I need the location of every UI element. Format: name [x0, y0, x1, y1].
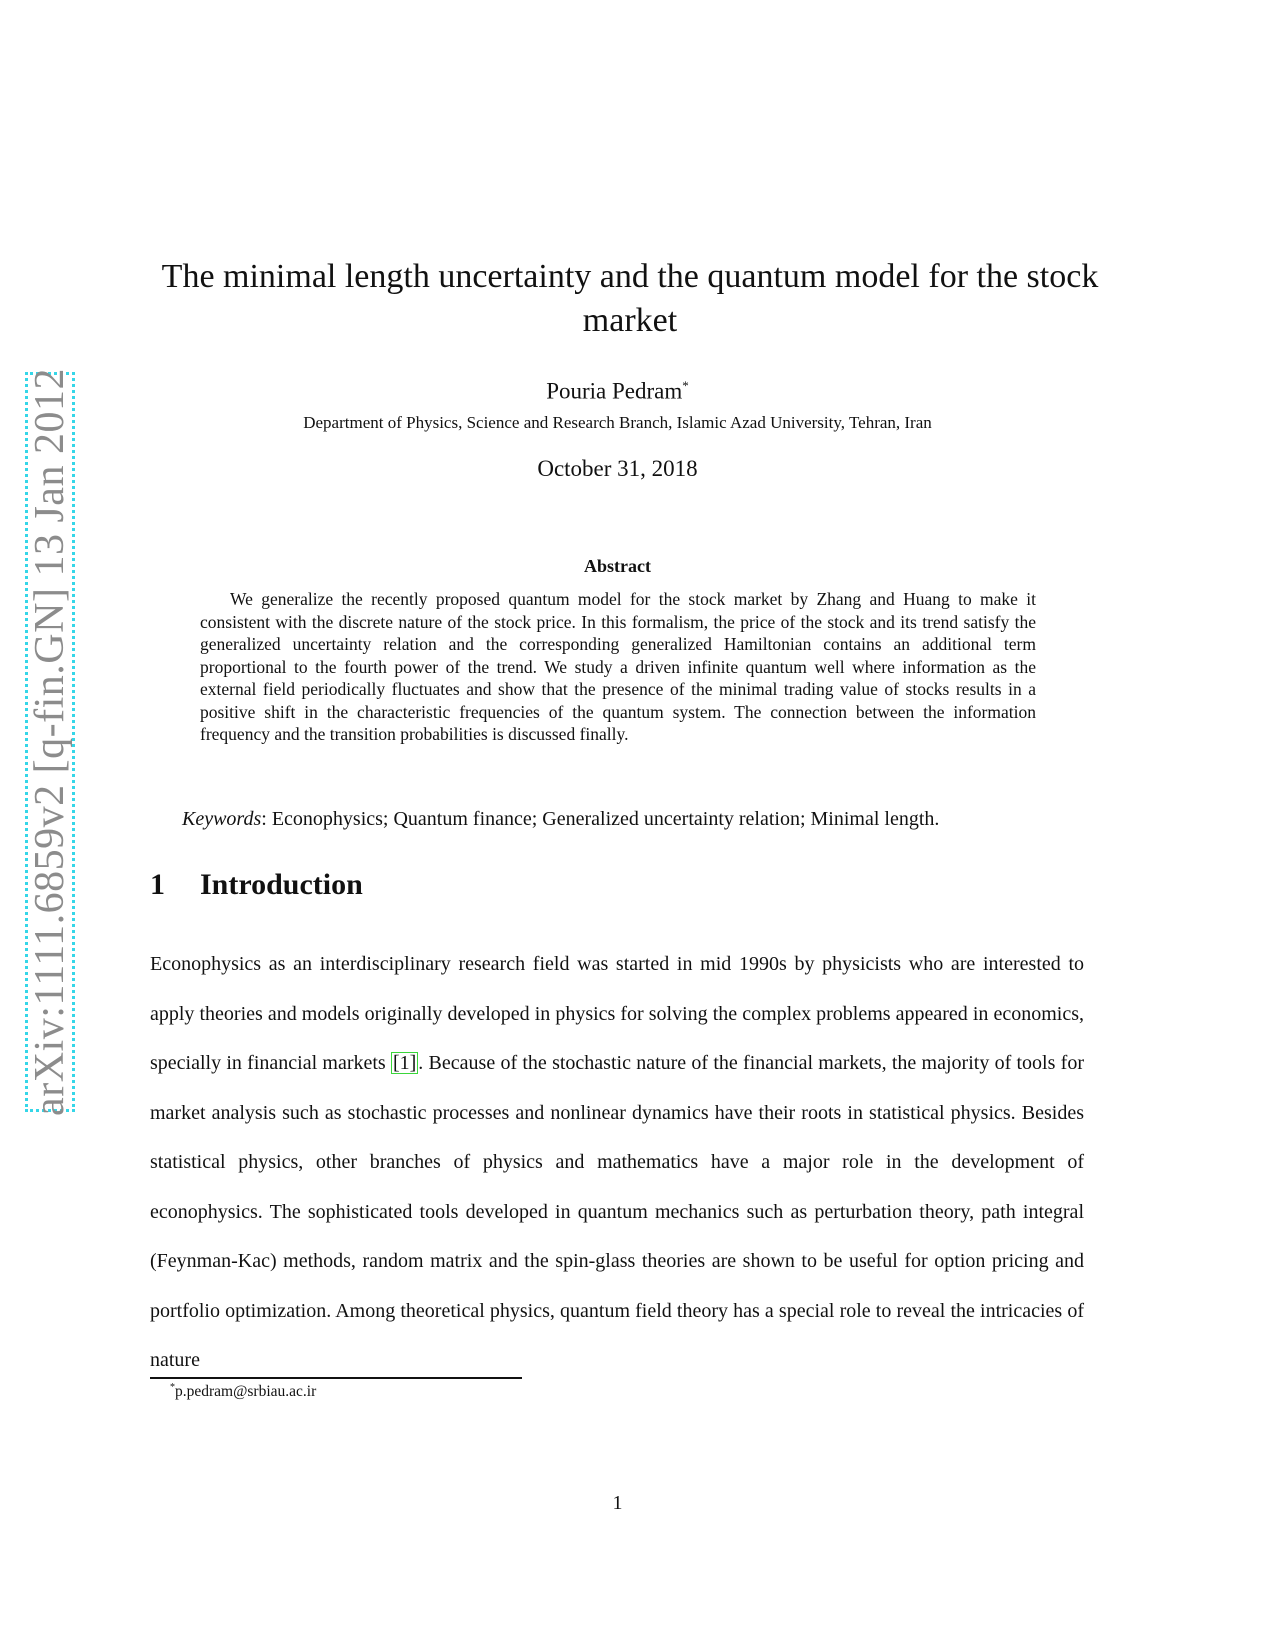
author-name: Pouria Pedram	[546, 378, 683, 404]
footnote-email: p.pedram@srbiau.ac.ir	[175, 1383, 317, 1401]
footnote-marker: *	[170, 1382, 175, 1393]
page-number: 1	[612, 1492, 623, 1514]
author-affiliation: Department of Physics, Science and Research Branch, Islamic Azad University, Tehran, Iran	[303, 413, 932, 432]
keywords-line	[182, 808, 1062, 831]
paper-date: October 31, 2018	[537, 456, 698, 481]
keywords-text: : Econophysics; Quantum finance; Generalized uncertainty relation; Minimal length.	[261, 808, 940, 830]
footnote-divider	[150, 1377, 522, 1379]
section-number: 1	[150, 868, 165, 901]
paper-title: The minimal length uncertainty and the quantum model for the stock market	[161, 258, 1099, 339]
keywords-label: Keywords	[182, 808, 262, 830]
author-footnote-marker: *	[682, 378, 689, 393]
author-line	[0, 378, 1235, 405]
section-title: Introduction	[200, 868, 363, 901]
abstract-text: We generalize the recently proposed quantum model for the stock market by Zhang and Huang to make it consistent with the discrete nature of the stock price. In this formalism, the price of the stock and its trend satisfy the generalized uncertainty relation and the corresponding generalized Hamiltonian contains an additional term proportional to the fourth power of the trend. We study a driven infinite quantum well where information as the external field periodically fluctuates and show that the presence of the minimal trading value of stocks results in a positive shift in the characteristic frequencies of the quantum system. The connection between the information frequency and the transition probabilities is discussed finally.	[200, 589, 1036, 744]
intro-text-part-1: Econophysics as an interdisciplinary research field was started in mid 1990s by physicists who are interested to apply theories and models originally developed in physics for solving the complex problems appeared in economics, specially in financial markets	[150, 953, 1084, 1074]
arxiv-side-stamp[interactable]: arXiv:1111.6859v2 [q-fin.GN] 13 Jan 2012	[27, 368, 73, 1116]
section-heading	[150, 868, 363, 902]
citation-link[interactable]: [1]	[392, 1052, 417, 1074]
intro-text-part-2: . Because of the stochastic nature of the financial markets, the majority of tools for market analysis such as stochastic processes and nonlinear dynamics have their roots in statistical physics. Besides statistical physics, other branches of physics and mathematics have a major role in the development of econophysics. The sophisticated tools developed in quantum mechanics such as perturbation theory, path integral (Feynman-Kac) methods, random matrix and the spin-glass theories are shown to be useful for option pricing and portfolio optimization. Among theoretical physics, quantum field theory has a special role to reveal the intricacies of nature	[150, 1052, 1084, 1371]
introduction-paragraph	[150, 940, 1084, 1386]
abstract-heading: Abstract	[584, 556, 651, 576]
footnote	[170, 1382, 316, 1401]
